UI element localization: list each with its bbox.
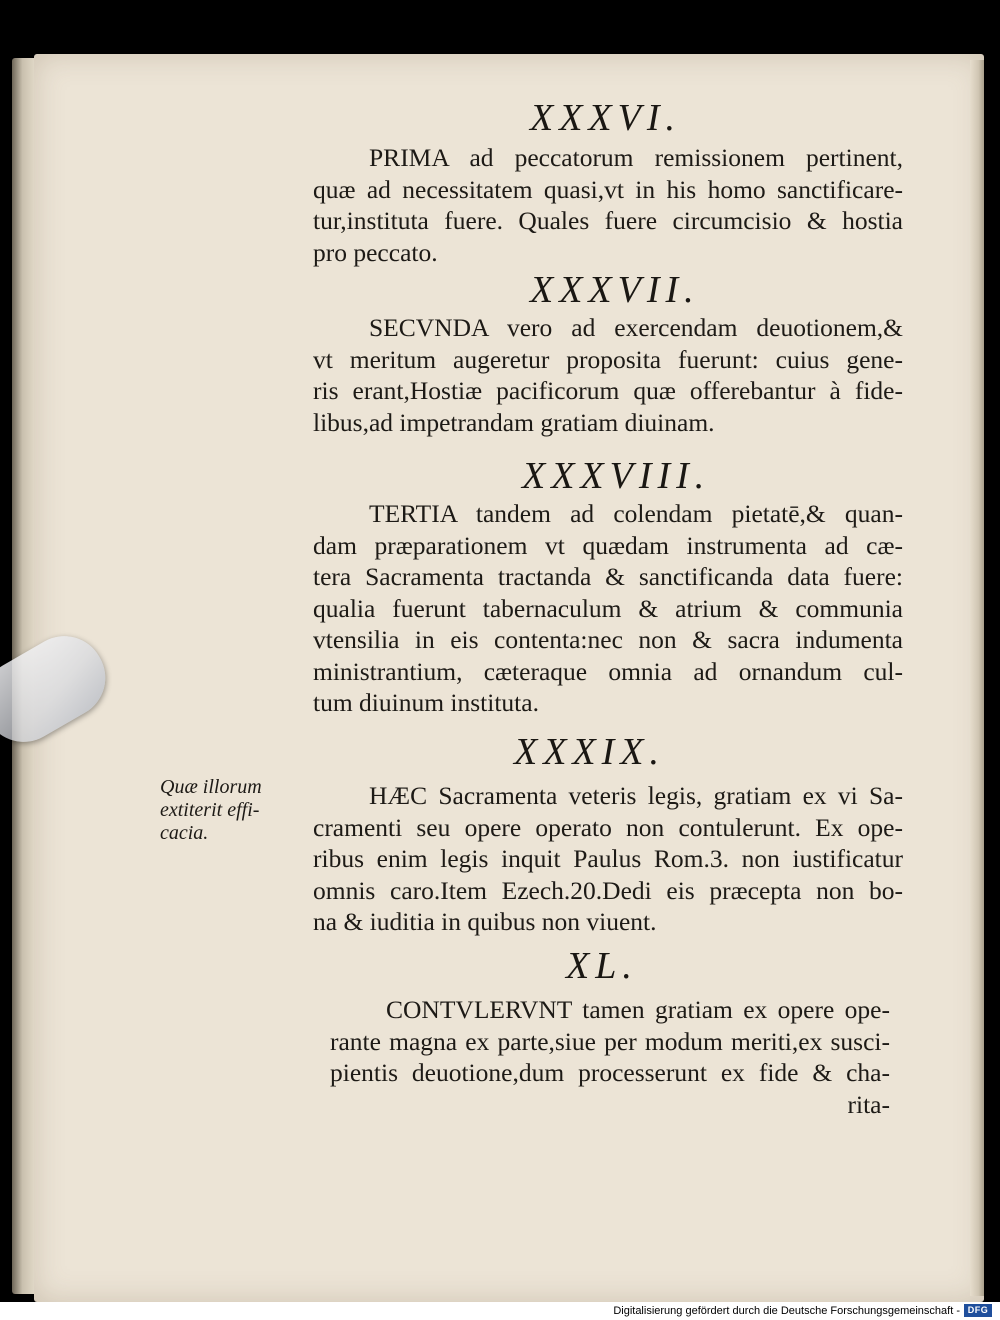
text-line: tur,instituta fuere. Quales fuere circumcisio & hostia bbox=[313, 206, 903, 235]
text-line: ministrantium, cæteraque omnia ad ornandum cul- bbox=[313, 656, 903, 686]
text-line: PRIMA ad peccatorum remissionem pertinent, bbox=[369, 143, 903, 172]
text-line: omnis caro.Item Ezech.20.Dedi eis præcepta non bo- bbox=[313, 875, 903, 905]
text-line: ribus enim legis inquit Paulus Rom.3. non iustificatur bbox=[313, 844, 903, 873]
text-line: dam præparationem vt quædam instrumenta ad cæ- bbox=[313, 530, 903, 560]
section-numeral: XXXVII. bbox=[530, 269, 700, 311]
text-line: cramenti seu opere operato non contulerunt. Ex ope- bbox=[313, 812, 903, 842]
text-line: ris erant,Hostiæ pacificorum quæ offerebantur à fide- bbox=[313, 376, 903, 405]
section-numeral: XXXIX. bbox=[514, 731, 666, 773]
margin-note-line: extiterit effi- bbox=[160, 799, 260, 821]
dfg-logo-icon: DFG bbox=[964, 1304, 992, 1317]
section-paragraph bbox=[313, 142, 903, 268]
text-line: tera Sacramenta tractanda & sanctificanda data fuere: bbox=[313, 562, 903, 591]
text-line: rante magna ex parte,siue per modum meriti,ex susci- bbox=[330, 1026, 890, 1056]
margin-note-line: Quæ illorum bbox=[160, 776, 262, 798]
text-line: HÆC Sacramenta veteris legis, gratiam ex vi Sa- bbox=[369, 781, 903, 810]
margin-note bbox=[160, 776, 300, 845]
text-line: CONTVLERVNT tamen gratiam ex opere ope- bbox=[386, 995, 890, 1024]
text-line: qualia fuerunt tabernaculum & atrium & communia bbox=[313, 593, 903, 623]
text-line: libus,ad impetrandam gratiam diuinam. bbox=[313, 407, 715, 437]
section-numeral: XL. bbox=[566, 945, 638, 987]
text-line: TERTIA tandem ad colendam pietatē,& quan- bbox=[369, 499, 903, 528]
text-line: vtensilia in eis contenta:nec non & sacra indumenta bbox=[313, 625, 903, 654]
text-line: SECVNDA vero ad exercendam deuotionem,& bbox=[369, 313, 903, 342]
text-line: vt meritum augeretur proposita fuerunt: cuius gene- bbox=[313, 344, 903, 374]
section-numeral: XXXVIII. bbox=[522, 455, 711, 497]
section-paragraph bbox=[313, 780, 903, 938]
section-paragraph bbox=[330, 994, 890, 1120]
text-line: quæ ad necessitatem quasi,vt in his homo sanctificare- bbox=[313, 174, 903, 204]
text-line: na & iuditia in quibus non viuent. bbox=[313, 907, 657, 936]
catchword: rita- bbox=[847, 1089, 890, 1119]
section-paragraph bbox=[313, 312, 903, 438]
page-edge-right bbox=[970, 60, 984, 1296]
text-line: pientis deuotione,dum processerunt ex fide & cha- bbox=[330, 1058, 890, 1087]
margin-note-line: cacia. bbox=[160, 822, 209, 844]
text-line: tum diuinum instituta. bbox=[313, 688, 539, 717]
section-paragraph bbox=[313, 498, 903, 719]
footer-credit: Digitalisierung gefördert durch die Deutsche Forschungsgemeinschaft - bbox=[613, 1305, 960, 1317]
text-line: pro peccato. bbox=[313, 237, 438, 267]
section-numeral: XXXVI. bbox=[530, 97, 682, 139]
